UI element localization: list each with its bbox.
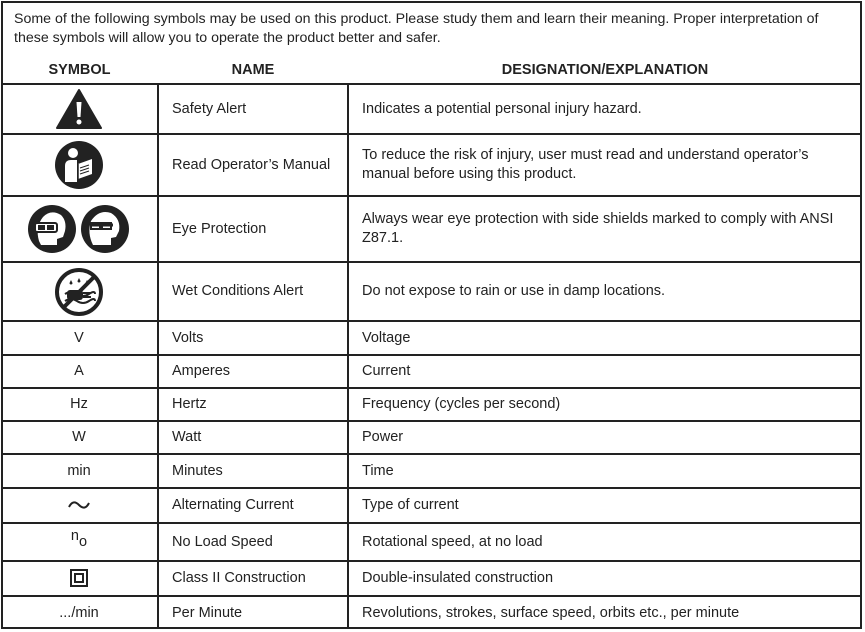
header-explanation: DESIGNATION/EXPLANATION xyxy=(348,57,862,84)
symbol-cell: W xyxy=(1,421,158,454)
explanation-cell: Voltage xyxy=(348,321,862,355)
table-row xyxy=(1,134,862,196)
symbol-cell: min xyxy=(1,454,158,488)
name-cell: Hertz xyxy=(158,388,348,421)
intro-text: Some of the following symbols may be used on this product. Please study them and learn their meaning. Proper interpretation of these symbols will allow you to operate the product better and safer. xyxy=(14,11,819,46)
symbol-cell xyxy=(1,523,158,561)
header-name: NAME xyxy=(158,57,348,84)
table-row xyxy=(1,596,862,629)
symbol-no-load-sub: o xyxy=(79,533,88,550)
symbol-cell xyxy=(1,262,158,321)
class-ii-construction-icon xyxy=(70,569,88,587)
name-cell: No Load Speed xyxy=(158,523,348,561)
symbol-cell: V xyxy=(1,321,158,355)
explanation-cell: Always wear eye protection with side shields marked to comply with ANSI Z87.1. xyxy=(348,196,862,262)
explanation-cell: Double-insulated construction xyxy=(348,561,862,596)
name-cell: Per Minute xyxy=(158,596,348,629)
explanation-cell: Frequency (cycles per second) xyxy=(348,388,862,421)
name-cell: Read Operator’s Manual xyxy=(158,134,348,196)
eye-protection-icon xyxy=(27,203,131,255)
name-cell: Class II Construction xyxy=(158,561,348,596)
symbol-cell xyxy=(1,488,158,523)
symbol-no-load-n: n xyxy=(70,527,79,544)
symbol-cell xyxy=(1,196,158,262)
alternating-current-icon xyxy=(67,498,91,512)
symbol-cell xyxy=(1,84,158,134)
explanation-cell: To reduce the risk of injury, user must read and understand operator’s manual before using this product. xyxy=(348,134,862,196)
explanation-cell: Current xyxy=(348,355,862,388)
symbols-table xyxy=(1,57,862,629)
name-cell: Amperes xyxy=(158,355,348,388)
table-row xyxy=(1,196,862,262)
table-row xyxy=(1,421,862,454)
explanation-cell: Power xyxy=(348,421,862,454)
read-manual-icon xyxy=(54,140,104,190)
wet-conditions-icon xyxy=(55,268,103,316)
table-row xyxy=(1,488,862,523)
name-cell: Watt xyxy=(158,421,348,454)
table-row xyxy=(1,454,862,488)
name-cell: Volts xyxy=(158,321,348,355)
name-cell: Eye Protection xyxy=(158,196,348,262)
table-row xyxy=(1,84,862,134)
name-cell: Wet Conditions Alert xyxy=(158,262,348,321)
safety-alert-triangle-icon xyxy=(55,88,103,130)
symbol-cell xyxy=(1,561,158,596)
symbol-cell: A xyxy=(1,355,158,388)
explanation-cell: Rotational speed, at no load xyxy=(348,523,862,561)
explanation-cell: Indicates a potential personal injury hazard. xyxy=(348,84,862,134)
table-row xyxy=(1,262,862,321)
name-cell: Alternating Current xyxy=(158,488,348,523)
explanation-cell: Time xyxy=(348,454,862,488)
explanation-cell: Do not expose to rain or use in damp locations. xyxy=(348,262,862,321)
explanation-cell: Type of current xyxy=(348,488,862,523)
symbol-cell: .../min xyxy=(1,596,158,629)
table-header-row xyxy=(1,57,862,84)
symbol-cell xyxy=(1,134,158,196)
table-row xyxy=(1,388,862,421)
symbol-cell: Hz xyxy=(1,388,158,421)
header-symbol: SYMBOL xyxy=(1,57,158,84)
name-cell: Safety Alert xyxy=(158,84,348,134)
table-row xyxy=(1,523,862,561)
table-row xyxy=(1,561,862,596)
explanation-cell: Revolutions, strokes, surface speed, orbits etc., per minute xyxy=(348,596,862,629)
table-row xyxy=(1,355,862,388)
table-row xyxy=(1,321,862,355)
name-cell: Minutes xyxy=(158,454,348,488)
